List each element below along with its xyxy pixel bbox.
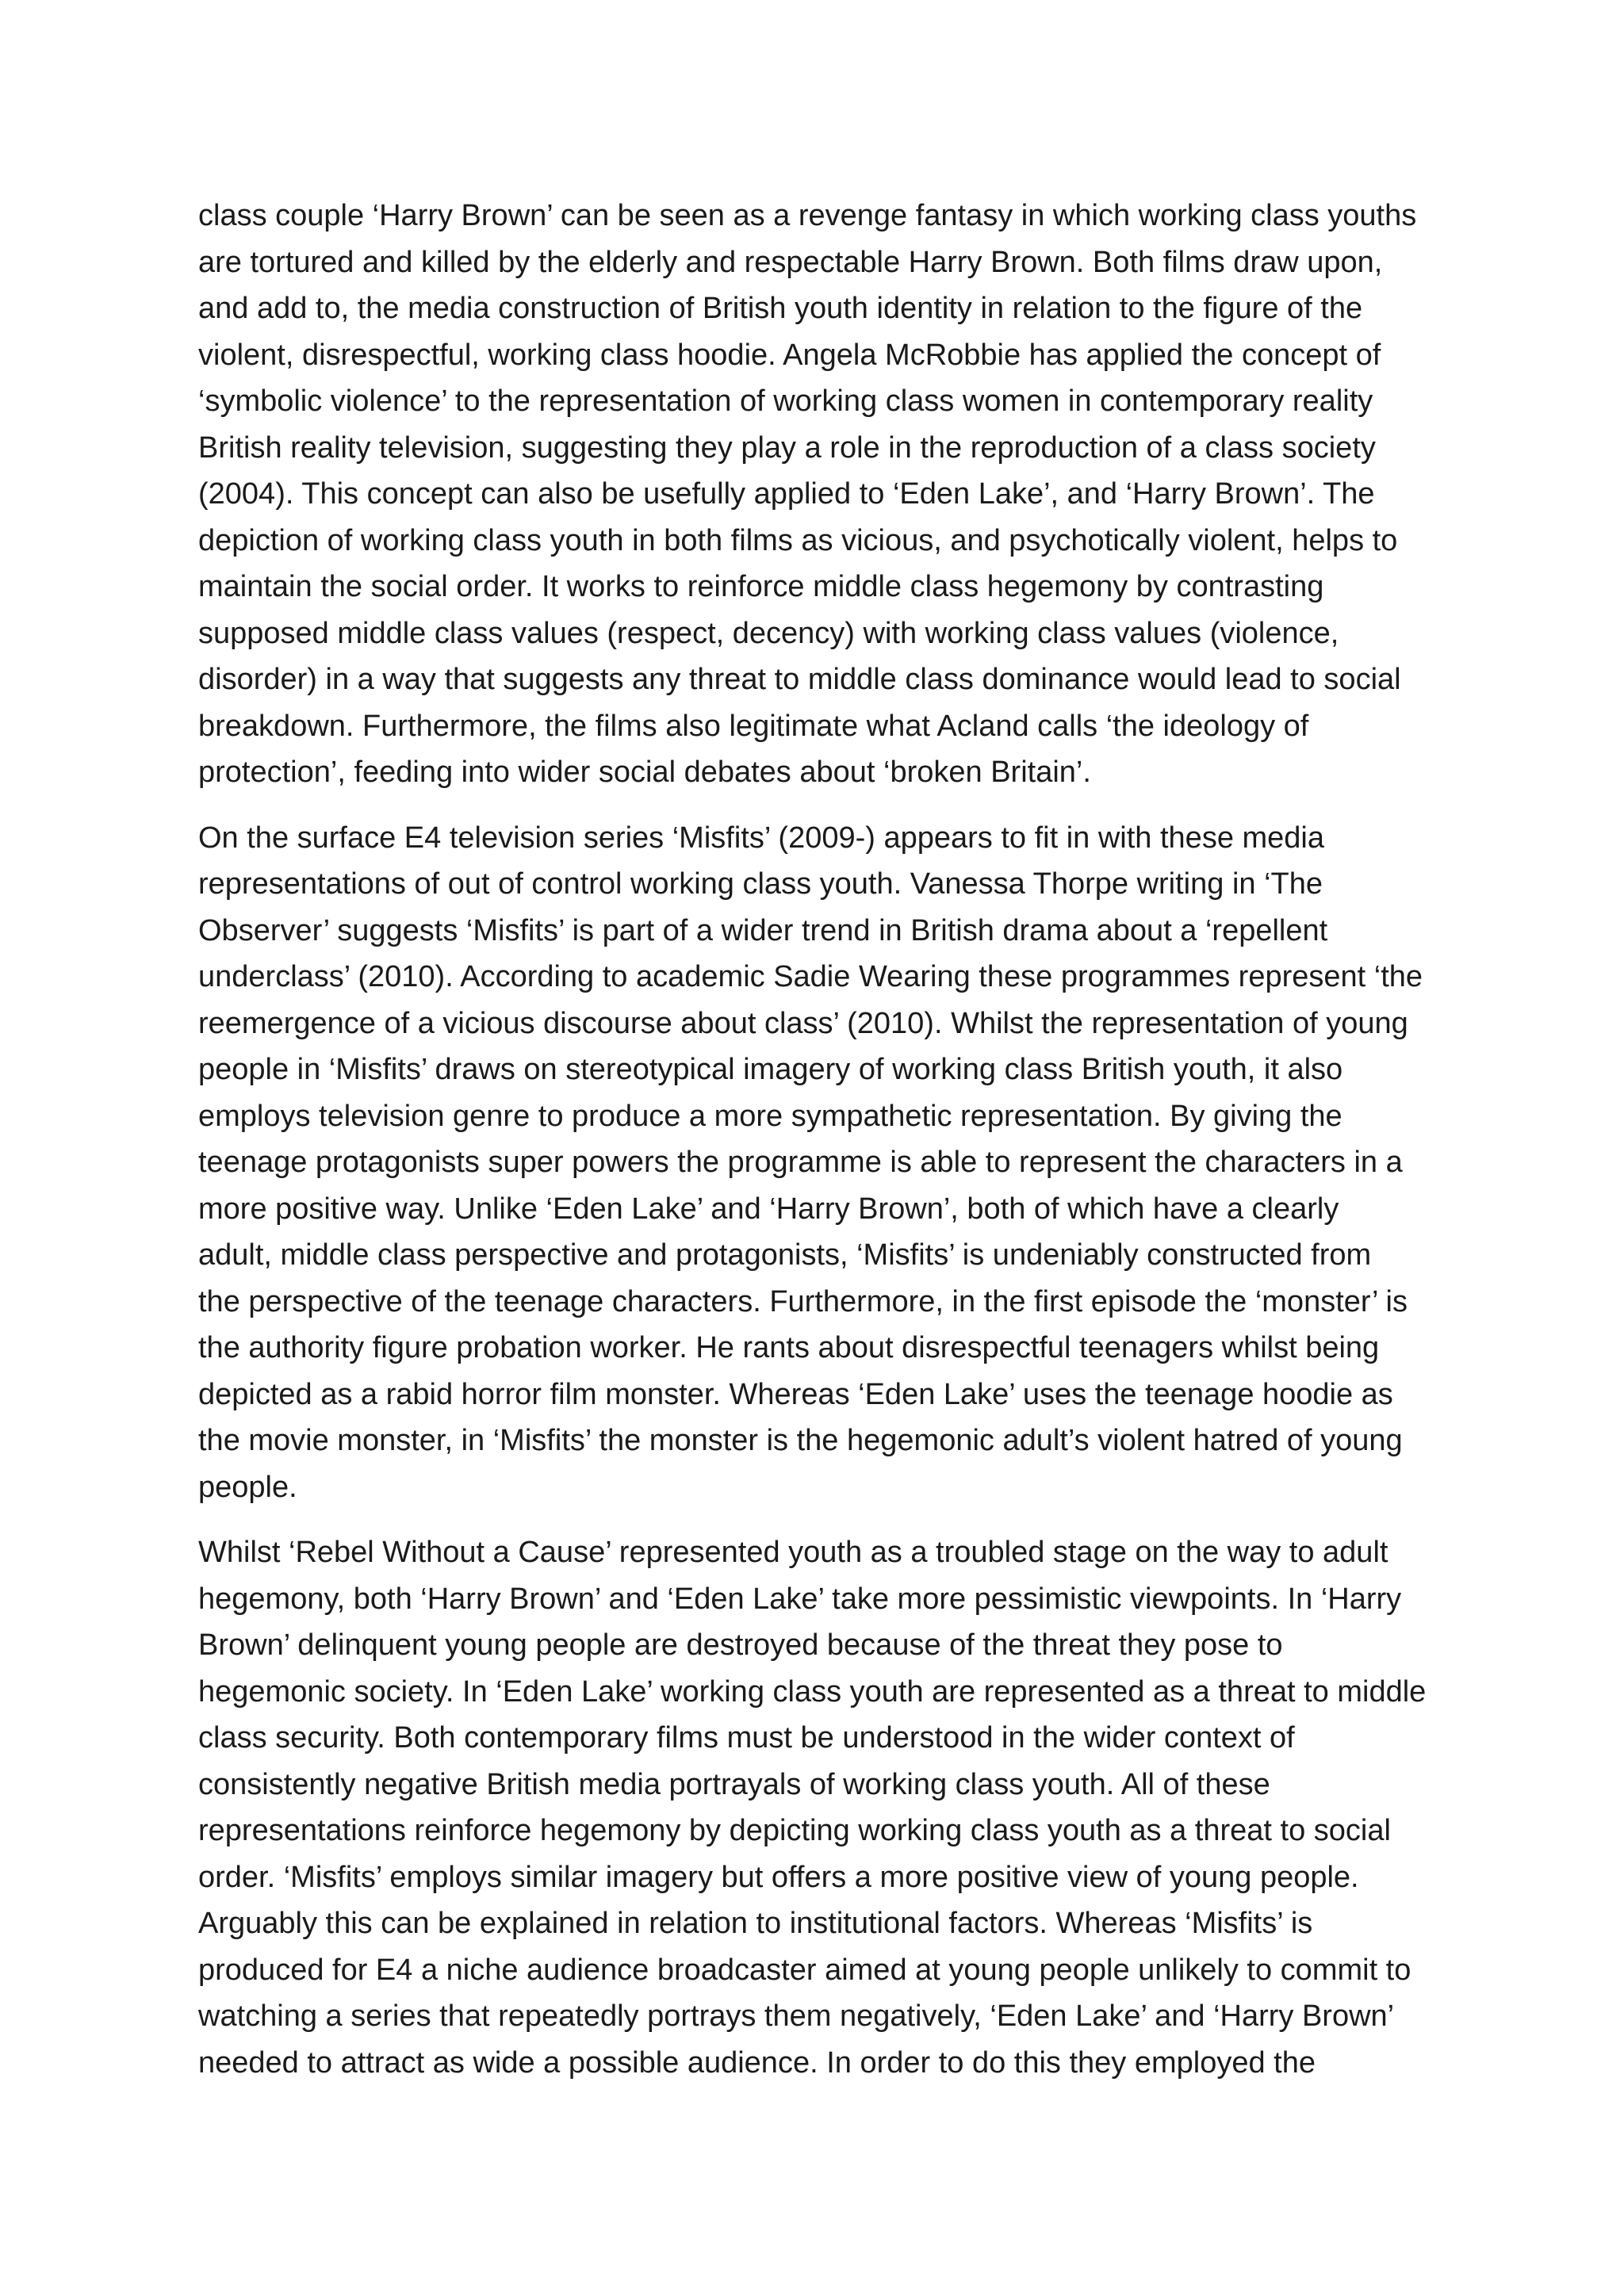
text-line: maintain the social order. It works to reinforce middle class hegemony by contrasting	[198, 570, 1324, 603]
text-line: the authority figure probation worker. He rants about disrespectful teenagers whilst being	[198, 1331, 1380, 1364]
text-line: (2004). This concept can also be usefully applied to ‘Eden Lake’, and ‘Harry Brown’. The	[198, 477, 1375, 511]
text-line: representations reinforce hegemony by depicting working class youth as a threat to social	[198, 1814, 1391, 1847]
text-line: and add to, the media construction of British youth identity in relation to the figure of the	[198, 292, 1363, 325]
text-line: Whilst ‘Rebel Without a Cause’ represented youth as a troubled stage on the way to adult	[198, 1536, 1388, 1569]
text-line: the movie monster, in ‘Misfits’ the monster is the hegemonic adult’s violent hatred of young	[198, 1424, 1403, 1457]
text-line: are tortured and killed by the elderly and respectable Harry Brown. Both films draw upon,	[198, 245, 1383, 279]
text-line: people.	[198, 1470, 297, 1504]
text-line: hegemony, both ‘Harry Brown’ and ‘Eden Lake’ take more pessimistic viewpoints. In ‘Harry	[198, 1582, 1402, 1616]
text-line: class security. Both contemporary films must be understood in the wider context of	[198, 1721, 1295, 1755]
text-line: people in ‘Misfits’ draws on stereotypical imagery of working class British youth, it also	[198, 1053, 1343, 1086]
text-line: reemergence of a vicious discourse about class’ (2010). Whilst the representation of young	[198, 1006, 1408, 1040]
text-line: Observer’ suggests ‘Misfits’ is part of a wider trend in British drama about a ‘repellent	[198, 913, 1328, 947]
text-line: protection’, feeding into wider social debates about ‘broken Britain’.	[198, 756, 1091, 789]
text-line: supposed middle class values (respect, decency) with working class values (violence,	[198, 616, 1339, 650]
text-line: ‘symbolic violence’ to the representation of working class women in contemporary reality	[198, 385, 1373, 418]
paragraph-1	[198, 193, 1443, 796]
text-line: employs television genre to produce a more sympathetic representation. By giving the	[198, 1099, 1342, 1133]
text-line: depiction of working class youth in both films as vicious, and psychotically violent, helps to	[198, 523, 1398, 557]
text-line: Brown’ delinquent young people are destroyed because of the threat they pose to	[198, 1628, 1283, 1662]
text-line: order. ‘Misfits’ employs similar imagery but offers a more positive view of young people.	[198, 1860, 1359, 1894]
text-line: watching a series that repeatedly portrays them negatively, ‘Eden Lake’ and ‘Harry Brown’	[198, 1999, 1395, 2033]
text-line: representations of out of control working class youth. Vanessa Thorpe writing in ‘The	[198, 867, 1323, 901]
text-line: hegemonic society. In ‘Eden Lake’ working class youth are represented as a threat to middle	[198, 1674, 1427, 1709]
text-line: disorder) in a way that suggests any threat to middle class dominance would lead to social	[198, 663, 1401, 696]
text-line: breakdown. Furthermore, the films also legitimate what Acland calls ‘the ideology of	[198, 709, 1309, 743]
text-line: underclass’ (2010). According to academic Sadie Wearing these programmes represent ‘the	[198, 960, 1423, 993]
text-line: violent, disrespectful, working class hoodie. Angela McRobbie has applied the concept of	[198, 338, 1381, 372]
text-line: British reality television, suggesting they play a role in the reproduction of a class society	[198, 430, 1376, 465]
text-line: class couple ‘Harry Brown’ can be seen as a revenge fantasy in which working class youths	[198, 199, 1417, 232]
paragraph-2	[198, 815, 1443, 1511]
paragraph-3	[198, 1529, 1443, 2086]
text-line: adult, middle class perspective and protagonists, ‘Misfits’ is undeniably constructed from	[198, 1238, 1372, 1272]
text-line: depicted as a rabid horror film monster. Whereas ‘Eden Lake’ uses the teenage hoodie as	[198, 1377, 1393, 1411]
text-line: teenage protagonists super powers the programme is able to represent the characters in a	[198, 1146, 1403, 1179]
text-line: On the surface E4 television series ‘Misfits’ (2009-) appears to fit in with these media	[198, 821, 1325, 855]
text-line: consistently negative British media portrayals of working class youth. All of these	[198, 1767, 1270, 1801]
text-line: produced for E4 a niche audience broadcaster aimed at young people unlikely to commit to	[198, 1953, 1411, 1987]
text-line: more positive way. Unlike ‘Eden Lake’ and ‘Harry Brown’, both of which have a clearly	[198, 1192, 1339, 1226]
text-line: Arguably this can be explained in relation to institutional factors. Whereas ‘Misfits’ is	[198, 1907, 1313, 1940]
text-line: needed to attract as wide a possible audience. In order to do this they employed the	[198, 2045, 1316, 2080]
document-body	[198, 193, 1443, 2105]
text-line: the perspective of the teenage characters. Furthermore, in the first episode the ‘monster’ is	[198, 1284, 1408, 1318]
